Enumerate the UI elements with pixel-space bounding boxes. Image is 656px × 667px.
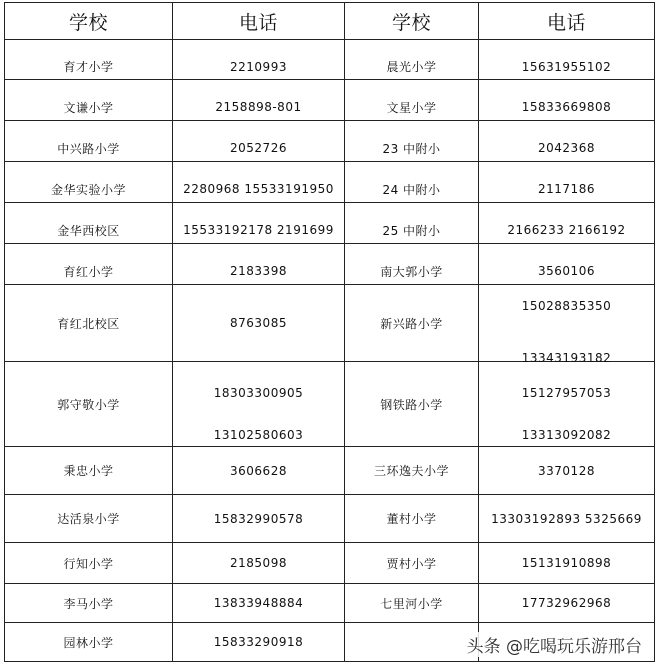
table-row	[5, 543, 655, 584]
phone-number: 13313092082	[521, 428, 612, 442]
phone-number: 2158898-801	[215, 100, 302, 114]
header-row	[5, 3, 655, 40]
phone-number: 13833948884	[213, 596, 304, 610]
phone-number: 8763085	[230, 316, 287, 330]
phone-number: 13303192893 5325669	[491, 511, 642, 526]
phone-number: 2185098	[230, 556, 287, 570]
phone-number: 2117186	[538, 182, 595, 196]
phone-number: 17732962968	[521, 596, 612, 610]
school-name: 金华西校区	[57, 223, 120, 238]
school-name: 新兴路小学	[380, 316, 443, 331]
phone-number: 15832990578	[213, 511, 304, 526]
phone-number: 15131910898	[521, 556, 612, 570]
school-phone-table	[4, 2, 655, 662]
phone-number: 3560106	[538, 264, 595, 278]
table-row	[5, 162, 655, 203]
phone-number: 13102580603	[213, 428, 304, 442]
school-name: 行知小学	[63, 556, 114, 571]
watermark: 头条 @吃喝玩乐游邢台	[465, 632, 644, 657]
school-name: 钢铁路小学	[380, 397, 443, 412]
table-row	[5, 80, 655, 121]
table-row	[5, 244, 655, 285]
school-name: 25 中附小	[382, 223, 441, 238]
phone-number: 15533192178 2191699	[183, 223, 334, 237]
table-row	[5, 203, 655, 244]
table-row	[5, 362, 655, 447]
school-name: 晨光小学	[386, 60, 437, 74]
school-name: 秉忠小学	[63, 464, 114, 478]
phone-number: 3606628	[230, 463, 287, 478]
table-row	[5, 121, 655, 162]
phone-number: 3370128	[538, 463, 595, 478]
school-name: 郭守敬小学	[57, 397, 120, 412]
school-name: 三环逸夫小学	[373, 464, 449, 478]
school-name: 文星小学	[386, 100, 437, 115]
school-name: 金华实验小学	[50, 182, 126, 197]
table-row	[5, 40, 655, 80]
school-name: 24 中附小	[382, 182, 441, 197]
phone-number: 15127957053	[521, 386, 612, 400]
phone-number: 2210993	[230, 59, 287, 74]
phone-number: 2052726	[230, 141, 287, 155]
phone-number: 2042368	[538, 141, 595, 155]
phone-number: 15631955102	[521, 59, 612, 74]
school-name: 园林小学	[63, 635, 114, 650]
phone-number: 2280968 15533191950	[183, 182, 334, 196]
school-name: 达活泉小学	[57, 512, 120, 526]
header-phone-2: 电话	[479, 3, 655, 40]
phone-number: 15028835350	[521, 299, 612, 313]
school-name: 育红小学	[63, 264, 114, 279]
phone-number: 2183398	[230, 264, 287, 278]
school-name: 贾村小学	[386, 556, 437, 571]
school-name: 七里河小学	[380, 596, 443, 611]
school-name: 23 中附小	[382, 141, 441, 156]
phone-number: 18303300905	[213, 386, 304, 400]
school-name: 育才小学	[63, 60, 114, 74]
school-name: 董村小学	[386, 512, 437, 526]
phone-number: 15833290918	[213, 635, 304, 649]
phone-number: 15833669808	[521, 100, 612, 114]
phone-number: 2166233 2166192	[507, 223, 626, 237]
table-row	[5, 495, 655, 543]
table-row	[5, 447, 655, 495]
table-row	[5, 584, 655, 623]
school-name: 南大郭小学	[380, 264, 443, 279]
header-school-2: 学校	[345, 3, 479, 40]
header-phone: 电话	[173, 3, 345, 40]
table-row	[5, 285, 655, 362]
school-name: 中兴路小学	[57, 141, 120, 156]
phone-number: 13343193182	[521, 351, 612, 365]
school-name: 李马小学	[63, 596, 114, 611]
header-school: 学校	[5, 3, 173, 40]
school-name: 育红北校区	[57, 316, 120, 331]
school-name: 文谦小学	[63, 100, 114, 115]
